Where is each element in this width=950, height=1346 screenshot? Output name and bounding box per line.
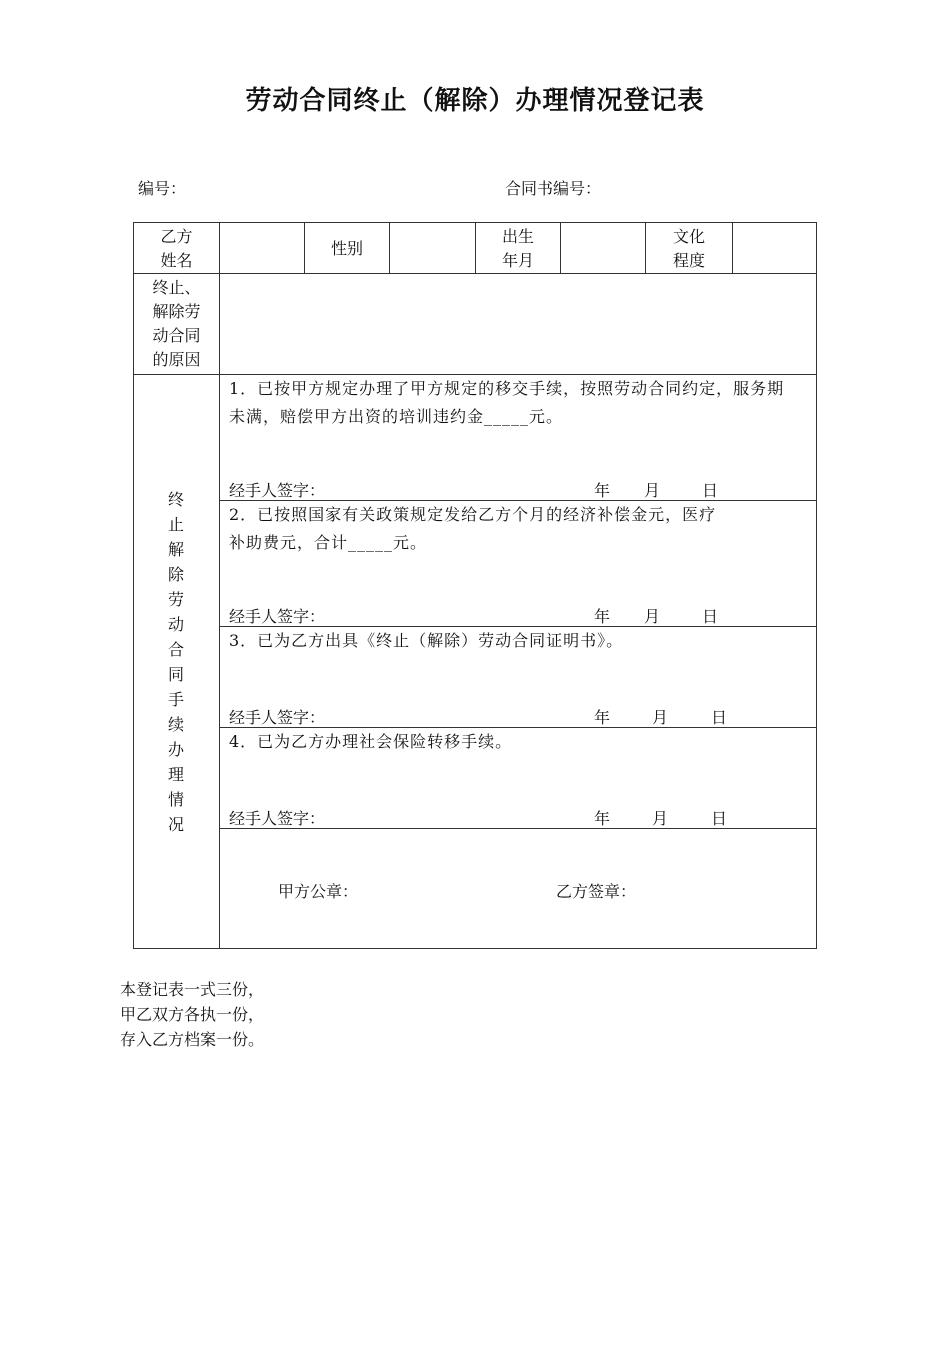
note-line: 甲乙双方各执一份， xyxy=(120,1005,265,1024)
name-field[interactable] xyxy=(220,223,304,273)
contract-number-label: 合同书编号： xyxy=(505,179,602,198)
education-label: 文化 程度 xyxy=(672,227,705,270)
reason-field[interactable] xyxy=(220,274,816,374)
gender-field[interactable] xyxy=(390,223,475,273)
item-1-text: 1．已按甲方规定办理了甲方规定的移交手续，按照劳动合同约定，服务期未满，赔偿甲方出资的培训违约金_____元。 xyxy=(229,379,785,426)
day-label: 日 xyxy=(702,481,719,500)
month-label: 月 xyxy=(644,481,661,500)
party-a-seal-label: 甲方公章： xyxy=(278,882,359,901)
number-label: 编号： xyxy=(138,179,187,198)
day-label: 日 xyxy=(702,607,719,626)
month-label: 月 xyxy=(652,809,669,828)
table-border-right xyxy=(816,222,817,949)
day-label: 日 xyxy=(711,809,728,828)
year-label: 年 xyxy=(594,708,611,727)
gender-label: 性别 xyxy=(330,239,363,258)
page-title: 劳动合同终止（解除）办理情况登记表 xyxy=(245,86,705,116)
table-border-bottom xyxy=(133,948,817,949)
name-label: 乙方 姓名 xyxy=(160,227,193,270)
signer-label: 经手人签字： xyxy=(229,481,326,500)
note-line: 存入乙方档案一份。 xyxy=(120,1030,265,1049)
birth-field[interactable] xyxy=(561,223,645,273)
education-field[interactable] xyxy=(733,223,816,273)
month-label: 月 xyxy=(644,607,661,626)
year-label: 年 xyxy=(594,809,611,828)
item-4-text: 4．已为乙方办理社会保险转移手续。 xyxy=(229,732,513,751)
item-3-text: 3．已为乙方出具《终止（解除）劳动合同证明书》。 xyxy=(229,631,624,650)
reason-label: 终止、 解除劳 动合同 的原因 xyxy=(152,278,201,369)
year-label: 年 xyxy=(594,481,611,500)
signer-label: 经手人签字： xyxy=(229,809,326,828)
month-label: 月 xyxy=(652,708,669,727)
year-label: 年 xyxy=(594,607,611,626)
procedure-label: 终 止 解 除 劳 动 合 同 手 续 办 理 情 况 xyxy=(167,490,184,834)
note-line: 本登记表一式三份， xyxy=(120,980,265,999)
signer-label: 经手人签字： xyxy=(229,607,326,626)
party-b-seal-label: 乙方签章： xyxy=(556,882,637,901)
day-label: 日 xyxy=(711,708,728,727)
signer-label: 经手人签字： xyxy=(229,708,326,727)
birth-label: 出生 年月 xyxy=(501,227,534,270)
item-2-text: 2．已按照国家有关政策规定发给乙方个月的经济补偿金元，医疗补助费元，合计_____元。 xyxy=(229,505,717,552)
